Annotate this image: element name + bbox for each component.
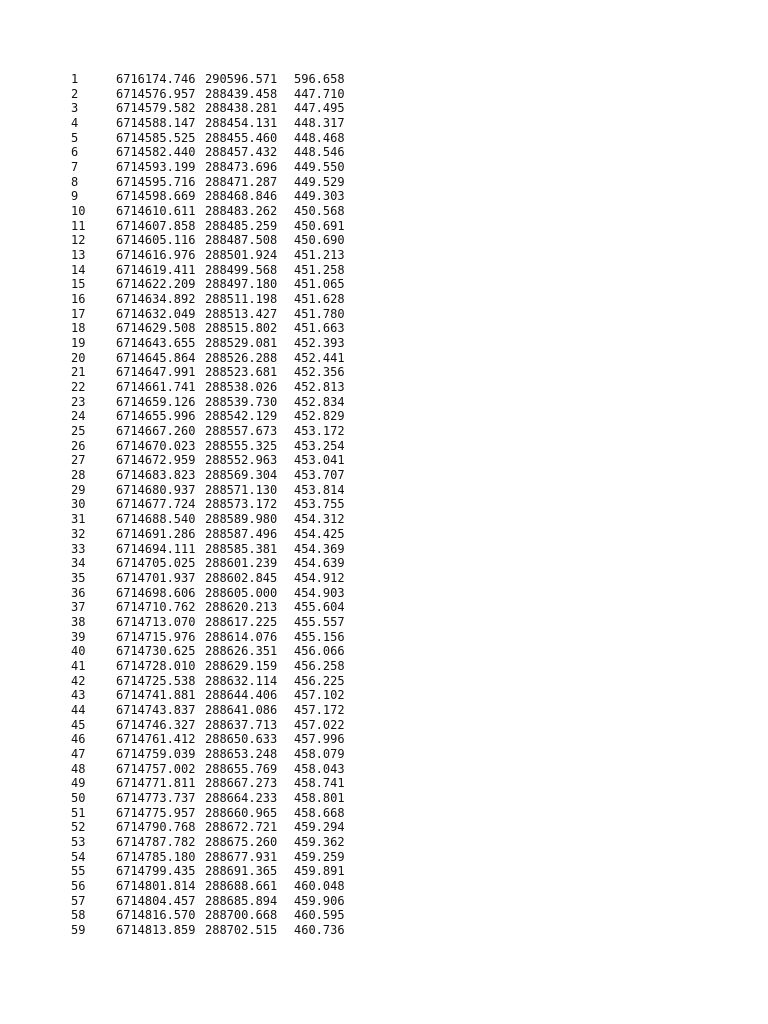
point-number: 39 xyxy=(71,629,86,644)
x-coordinate: 6714771.811 xyxy=(116,776,196,791)
point-number: 47 xyxy=(71,746,86,761)
elevation: 454.903 xyxy=(294,585,345,600)
x-coordinate: 6714579.582 xyxy=(116,101,196,116)
elevation: 455.557 xyxy=(294,614,345,629)
y-coordinate: 288526.288 xyxy=(205,350,278,365)
x-coordinate: 6714661.741 xyxy=(116,380,196,395)
x-coordinate: 6714773.737 xyxy=(116,790,196,805)
elevation: 453.254 xyxy=(294,438,345,453)
point-number: 23 xyxy=(71,394,86,409)
x-coordinate: 6714634.892 xyxy=(116,292,196,307)
y-coordinate: 288655.769 xyxy=(205,761,278,776)
point-number: 56 xyxy=(71,878,86,893)
point-number: 1 xyxy=(71,72,79,86)
x-coordinate: 6714759.039 xyxy=(116,746,196,761)
table-row xyxy=(71,189,354,204)
elevation: 456.258 xyxy=(294,658,345,673)
x-coordinate: 6714670.023 xyxy=(116,438,196,453)
point-number: 5 xyxy=(71,130,79,145)
y-coordinate: 288523.681 xyxy=(205,365,278,380)
elevation: 596.658 xyxy=(294,72,345,86)
elevation: 449.529 xyxy=(294,174,345,189)
y-coordinate: 288552.963 xyxy=(205,453,278,468)
elevation: 459.906 xyxy=(294,893,345,908)
x-coordinate: 6714698.606 xyxy=(116,585,196,600)
point-number: 54 xyxy=(71,849,86,864)
y-coordinate: 288454.131 xyxy=(205,116,278,131)
table-row xyxy=(71,820,354,835)
point-number: 57 xyxy=(71,893,86,908)
point-number: 24 xyxy=(71,409,86,424)
elevation: 458.043 xyxy=(294,761,345,776)
y-coordinate: 288473.696 xyxy=(205,160,278,175)
point-number: 20 xyxy=(71,350,86,365)
table-row xyxy=(71,600,354,615)
y-coordinate: 288539.730 xyxy=(205,394,278,409)
point-number: 27 xyxy=(71,453,86,468)
table-row xyxy=(71,747,354,762)
elevation: 454.639 xyxy=(294,556,345,571)
point-number: 48 xyxy=(71,761,86,776)
elevation: 453.041 xyxy=(294,453,345,468)
point-number: 25 xyxy=(71,424,86,439)
x-coordinate: 6714691.286 xyxy=(116,526,196,541)
x-coordinate: 6714816.570 xyxy=(116,908,196,923)
y-coordinate: 288499.568 xyxy=(205,262,278,277)
point-number: 8 xyxy=(71,174,79,189)
table-row xyxy=(71,835,354,850)
table-row xyxy=(71,439,354,454)
elevation: 450.690 xyxy=(294,233,345,248)
table-row xyxy=(71,850,354,865)
table-row xyxy=(71,453,354,468)
y-coordinate: 288601.239 xyxy=(205,556,278,571)
y-coordinate: 288587.496 xyxy=(205,526,278,541)
y-coordinate: 288497.180 xyxy=(205,277,278,292)
y-coordinate: 290596.571 xyxy=(205,72,278,86)
table-row xyxy=(71,277,354,292)
point-number: 53 xyxy=(71,834,86,849)
point-number: 29 xyxy=(71,482,86,497)
table-row xyxy=(71,512,354,527)
point-number: 12 xyxy=(71,233,86,248)
x-coordinate: 6714643.655 xyxy=(116,336,196,351)
table-row xyxy=(71,703,354,718)
point-number: 19 xyxy=(71,336,86,351)
x-coordinate: 6714607.858 xyxy=(116,218,196,233)
elevation: 447.710 xyxy=(294,86,345,101)
table-row xyxy=(71,556,354,571)
table-row xyxy=(71,908,354,923)
y-coordinate: 288515.802 xyxy=(205,321,278,336)
table-row xyxy=(71,615,354,630)
x-coordinate: 6714730.625 xyxy=(116,644,196,659)
y-coordinate: 288589.980 xyxy=(205,512,278,527)
y-coordinate: 288538.026 xyxy=(205,380,278,395)
table-row xyxy=(71,365,354,380)
x-coordinate: 6714761.412 xyxy=(116,732,196,747)
elevation: 453.707 xyxy=(294,468,345,483)
table-row xyxy=(71,248,354,263)
x-coordinate: 6714775.957 xyxy=(116,805,196,820)
table-row xyxy=(71,204,354,219)
elevation: 460.595 xyxy=(294,908,345,923)
table-row xyxy=(71,762,354,777)
table-row xyxy=(71,351,354,366)
table-row xyxy=(71,175,354,190)
elevation: 458.801 xyxy=(294,790,345,805)
x-coordinate: 6714605.116 xyxy=(116,233,196,248)
elevation: 456.066 xyxy=(294,644,345,659)
x-coordinate: 6714672.959 xyxy=(116,453,196,468)
table-row xyxy=(71,72,354,87)
point-number: 41 xyxy=(71,658,86,673)
x-coordinate: 6714710.762 xyxy=(116,600,196,615)
x-coordinate: 6714667.260 xyxy=(116,424,196,439)
x-coordinate: 6714585.525 xyxy=(116,130,196,145)
elevation: 454.425 xyxy=(294,526,345,541)
elevation: 454.312 xyxy=(294,512,345,527)
y-coordinate: 288513.427 xyxy=(205,306,278,321)
table-row xyxy=(71,321,354,336)
x-coordinate: 6714705.025 xyxy=(116,556,196,571)
table-row xyxy=(71,483,354,498)
x-coordinate: 6714715.976 xyxy=(116,629,196,644)
y-coordinate: 288573.172 xyxy=(205,497,278,512)
y-coordinate: 288555.325 xyxy=(205,438,278,453)
x-coordinate: 6714680.937 xyxy=(116,482,196,497)
x-coordinate: 6714694.111 xyxy=(116,541,196,556)
point-number: 21 xyxy=(71,365,86,380)
point-number: 32 xyxy=(71,526,86,541)
y-coordinate: 288439.458 xyxy=(205,86,278,101)
table-row xyxy=(71,409,354,424)
y-coordinate: 288585.381 xyxy=(205,541,278,556)
point-number: 17 xyxy=(71,306,86,321)
table-row xyxy=(71,791,354,806)
point-number: 30 xyxy=(71,497,86,512)
y-coordinate: 288667.273 xyxy=(205,776,278,791)
x-coordinate: 6714757.002 xyxy=(116,761,196,776)
table-row xyxy=(71,732,354,747)
x-coordinate: 6714588.147 xyxy=(116,116,196,131)
point-number: 2 xyxy=(71,86,79,101)
x-coordinate: 6714659.126 xyxy=(116,394,196,409)
point-number: 36 xyxy=(71,585,86,600)
point-number: 18 xyxy=(71,321,86,336)
x-coordinate: 6714804.457 xyxy=(116,893,196,908)
elevation: 459.891 xyxy=(294,864,345,879)
elevation: 457.996 xyxy=(294,732,345,747)
x-coordinate: 6714741.881 xyxy=(116,688,196,703)
table-row xyxy=(71,380,354,395)
elevation: 447.495 xyxy=(294,101,345,116)
elevation: 457.172 xyxy=(294,702,345,717)
point-number: 44 xyxy=(71,702,86,717)
point-number: 15 xyxy=(71,277,86,292)
x-coordinate: 6714619.411 xyxy=(116,262,196,277)
point-number: 10 xyxy=(71,204,86,219)
elevation: 449.303 xyxy=(294,189,345,204)
table-row xyxy=(71,233,354,248)
x-coordinate: 6714743.837 xyxy=(116,702,196,717)
elevation: 458.079 xyxy=(294,746,345,761)
x-coordinate: 6714593.199 xyxy=(116,160,196,175)
x-coordinate: 6714746.327 xyxy=(116,717,196,732)
point-number: 4 xyxy=(71,116,79,131)
table-row xyxy=(71,219,354,234)
elevation: 452.393 xyxy=(294,336,345,351)
y-coordinate: 288685.894 xyxy=(205,893,278,908)
point-number: 42 xyxy=(71,673,86,688)
point-number: 46 xyxy=(71,732,86,747)
table-row xyxy=(71,674,354,689)
x-coordinate: 6714655.996 xyxy=(116,409,196,424)
x-coordinate: 6714582.440 xyxy=(116,145,196,160)
y-coordinate: 288614.076 xyxy=(205,629,278,644)
elevation: 451.213 xyxy=(294,248,345,263)
x-coordinate: 6714790.768 xyxy=(116,820,196,835)
point-number: 49 xyxy=(71,776,86,791)
y-coordinate: 288571.130 xyxy=(205,482,278,497)
table-row xyxy=(71,644,354,659)
y-coordinate: 288542.129 xyxy=(205,409,278,424)
table-row xyxy=(71,87,354,102)
x-coordinate: 6714799.435 xyxy=(116,864,196,879)
y-coordinate: 288672.721 xyxy=(205,820,278,835)
elevation: 458.741 xyxy=(294,776,345,791)
point-number: 43 xyxy=(71,688,86,703)
y-coordinate: 288617.225 xyxy=(205,614,278,629)
point-number: 40 xyxy=(71,644,86,659)
table-row xyxy=(71,145,354,160)
point-number: 22 xyxy=(71,380,86,395)
x-coordinate: 6714595.716 xyxy=(116,174,196,189)
table-row xyxy=(71,630,354,645)
y-coordinate: 288471.287 xyxy=(205,174,278,189)
point-number: 13 xyxy=(71,248,86,263)
point-number: 45 xyxy=(71,717,86,732)
elevation: 451.628 xyxy=(294,292,345,307)
elevation: 457.022 xyxy=(294,717,345,732)
y-coordinate: 288468.846 xyxy=(205,189,278,204)
x-coordinate: 6714677.724 xyxy=(116,497,196,512)
elevation: 451.065 xyxy=(294,277,345,292)
table-row xyxy=(71,718,354,733)
point-number: 14 xyxy=(71,262,86,277)
x-coordinate: 6714813.859 xyxy=(116,922,196,937)
x-coordinate: 6714787.782 xyxy=(116,834,196,849)
y-coordinate: 288702.515 xyxy=(205,922,278,937)
table-row xyxy=(71,336,354,351)
elevation: 455.156 xyxy=(294,629,345,644)
elevation: 456.225 xyxy=(294,673,345,688)
y-coordinate: 288664.233 xyxy=(205,790,278,805)
y-coordinate: 288602.845 xyxy=(205,570,278,585)
point-number: 50 xyxy=(71,790,86,805)
point-number: 38 xyxy=(71,614,86,629)
table-row xyxy=(71,395,354,410)
elevation: 451.780 xyxy=(294,306,345,321)
point-number: 28 xyxy=(71,468,86,483)
table-row xyxy=(71,894,354,909)
y-coordinate: 288483.262 xyxy=(205,204,278,219)
table-row xyxy=(71,101,354,116)
elevation: 455.604 xyxy=(294,600,345,615)
y-coordinate: 288675.260 xyxy=(205,834,278,849)
x-coordinate: 6714645.864 xyxy=(116,350,196,365)
table-row xyxy=(71,776,354,791)
elevation: 457.102 xyxy=(294,688,345,703)
table-row xyxy=(71,292,354,307)
point-number: 58 xyxy=(71,908,86,923)
point-number: 33 xyxy=(71,541,86,556)
elevation: 453.755 xyxy=(294,497,345,512)
table-row xyxy=(71,923,354,938)
table-row xyxy=(71,468,354,483)
y-coordinate: 288650.633 xyxy=(205,732,278,747)
elevation: 460.048 xyxy=(294,878,345,893)
point-number: 7 xyxy=(71,160,79,175)
x-coordinate: 6714622.209 xyxy=(116,277,196,292)
point-number: 34 xyxy=(71,556,86,571)
elevation: 448.317 xyxy=(294,116,345,131)
table-row xyxy=(71,263,354,278)
y-coordinate: 288644.406 xyxy=(205,688,278,703)
point-number: 35 xyxy=(71,570,86,585)
table-row xyxy=(71,131,354,146)
point-number: 59 xyxy=(71,922,86,937)
y-coordinate: 288569.304 xyxy=(205,468,278,483)
table-row xyxy=(71,879,354,894)
y-coordinate: 288700.668 xyxy=(205,908,278,923)
point-number: 37 xyxy=(71,600,86,615)
elevation: 458.668 xyxy=(294,805,345,820)
point-number: 3 xyxy=(71,101,79,116)
x-coordinate: 6714701.937 xyxy=(116,570,196,585)
elevation: 452.356 xyxy=(294,365,345,380)
x-coordinate: 6714598.669 xyxy=(116,189,196,204)
x-coordinate: 6714785.180 xyxy=(116,849,196,864)
point-number: 6 xyxy=(71,145,79,160)
table-row xyxy=(71,806,354,821)
point-number: 11 xyxy=(71,218,86,233)
y-coordinate: 288626.351 xyxy=(205,644,278,659)
point-number: 31 xyxy=(71,512,86,527)
y-coordinate: 288677.931 xyxy=(205,849,278,864)
x-coordinate: 6714647.991 xyxy=(116,365,196,380)
point-number: 16 xyxy=(71,292,86,307)
y-coordinate: 288529.081 xyxy=(205,336,278,351)
elevation: 459.259 xyxy=(294,849,345,864)
elevation: 459.362 xyxy=(294,834,345,849)
elevation: 452.813 xyxy=(294,380,345,395)
x-coordinate: 6714632.049 xyxy=(116,306,196,321)
point-number: 51 xyxy=(71,805,86,820)
elevation: 453.814 xyxy=(294,482,345,497)
elevation: 459.294 xyxy=(294,820,345,835)
y-coordinate: 288511.198 xyxy=(205,292,278,307)
x-coordinate: 6714713.070 xyxy=(116,614,196,629)
x-coordinate: 6716174.746 xyxy=(116,72,196,86)
elevation: 451.663 xyxy=(294,321,345,336)
x-coordinate: 6714610.611 xyxy=(116,204,196,219)
elevation: 450.568 xyxy=(294,204,345,219)
y-coordinate: 288629.159 xyxy=(205,658,278,673)
elevation: 451.258 xyxy=(294,262,345,277)
y-coordinate: 288632.114 xyxy=(205,673,278,688)
x-coordinate: 6714728.010 xyxy=(116,658,196,673)
x-coordinate: 6714576.957 xyxy=(116,86,196,101)
elevation: 452.834 xyxy=(294,394,345,409)
coordinate-listing xyxy=(71,72,354,938)
point-number: 52 xyxy=(71,820,86,835)
y-coordinate: 288641.086 xyxy=(205,702,278,717)
table-row xyxy=(71,542,354,557)
y-coordinate: 288487.508 xyxy=(205,233,278,248)
elevation: 453.172 xyxy=(294,424,345,439)
y-coordinate: 288455.460 xyxy=(205,130,278,145)
table-row xyxy=(71,527,354,542)
y-coordinate: 288485.259 xyxy=(205,218,278,233)
y-coordinate: 288501.924 xyxy=(205,248,278,263)
table-row xyxy=(71,160,354,175)
elevation: 454.369 xyxy=(294,541,345,556)
table-row xyxy=(71,497,354,512)
y-coordinate: 288688.661 xyxy=(205,878,278,893)
y-coordinate: 288438.281 xyxy=(205,101,278,116)
table-row xyxy=(71,586,354,601)
table-row xyxy=(71,688,354,703)
x-coordinate: 6714725.538 xyxy=(116,673,196,688)
elevation: 448.546 xyxy=(294,145,345,160)
elevation: 452.829 xyxy=(294,409,345,424)
table-row xyxy=(71,424,354,439)
elevation: 454.912 xyxy=(294,570,345,585)
y-coordinate: 288653.248 xyxy=(205,746,278,761)
elevation: 449.550 xyxy=(294,160,345,175)
table-row xyxy=(71,659,354,674)
table-row xyxy=(71,571,354,586)
x-coordinate: 6714688.540 xyxy=(116,512,196,527)
table-row xyxy=(71,307,354,322)
point-number: 55 xyxy=(71,864,86,879)
point-number: 9 xyxy=(71,189,79,204)
x-coordinate: 6714683.823 xyxy=(116,468,196,483)
elevation: 452.441 xyxy=(294,350,345,365)
y-coordinate: 288691.365 xyxy=(205,864,278,879)
y-coordinate: 288660.965 xyxy=(205,805,278,820)
x-coordinate: 6714616.976 xyxy=(116,248,196,263)
table-row xyxy=(71,116,354,131)
y-coordinate: 288620.213 xyxy=(205,600,278,615)
elevation: 460.736 xyxy=(294,922,345,937)
table-row xyxy=(71,864,354,879)
elevation: 448.468 xyxy=(294,130,345,145)
elevation: 450.691 xyxy=(294,218,345,233)
y-coordinate: 288557.673 xyxy=(205,424,278,439)
y-coordinate: 288457.432 xyxy=(205,145,278,160)
x-coordinate: 6714629.508 xyxy=(116,321,196,336)
x-coordinate: 6714801.814 xyxy=(116,878,196,893)
y-coordinate: 288605.000 xyxy=(205,585,278,600)
point-number: 26 xyxy=(71,438,86,453)
y-coordinate: 288637.713 xyxy=(205,717,278,732)
